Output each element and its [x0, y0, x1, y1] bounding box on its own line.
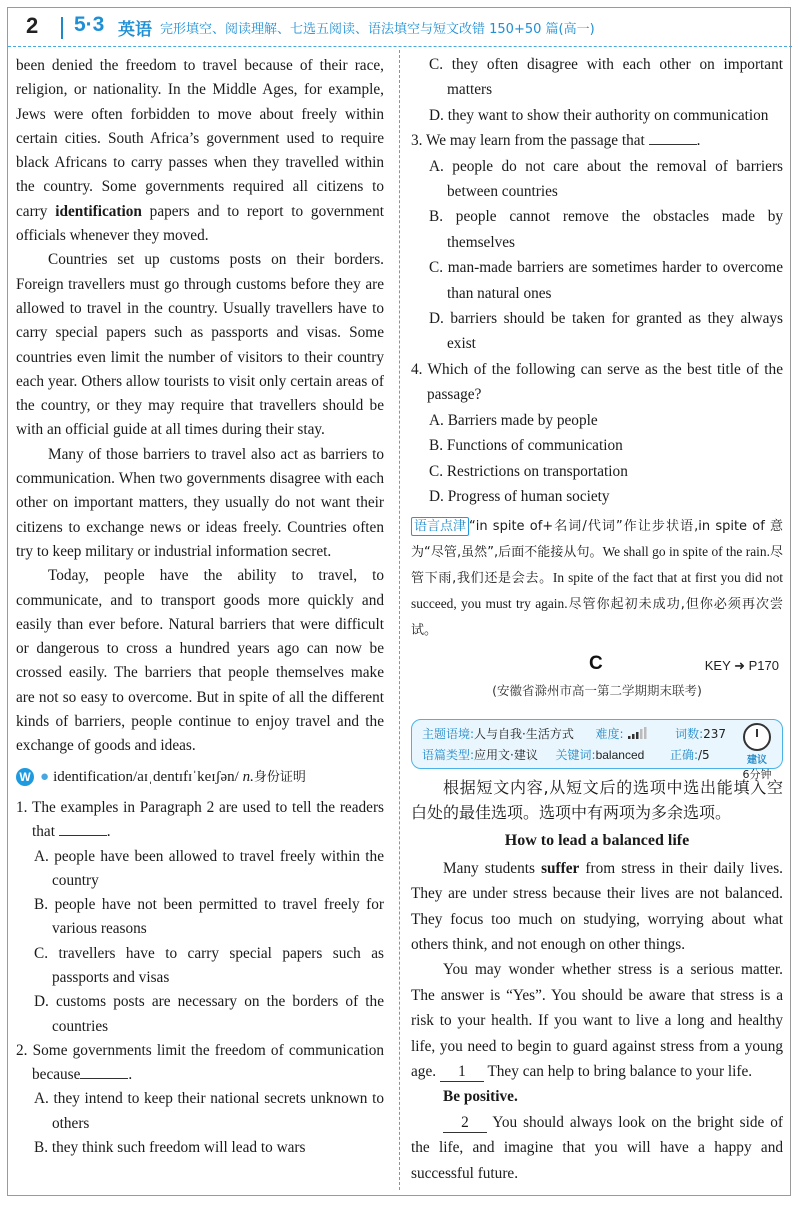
option[interactable]: A. people have been allowed to travel freely within the country	[34, 847, 384, 889]
option[interactable]: A. they intend to keep their national secrets unknown to others	[34, 1090, 384, 1132]
option[interactable]: B. people have not been permitted to travel freely for various reasons	[34, 896, 384, 938]
passage-paragraph: Today, people have the ability to travel, to communicate, and to transport goods more quickly and easily than ever before. Natural barriers that were difficult or dangerous to cross a hundred years ago can now be crossed easily. The barriers that people themselves make are not so easy to overcome. But in spite of all the different kinds of barriers, people continue to enjoy travel and the exchange of goods and ideas.	[16, 567, 384, 755]
answer-key-link[interactable]: KEY ➜ P170	[704, 658, 779, 674]
page-header	[8, 8, 792, 46]
passage-paragraph: Many of those barriers to travel also act as barriers to communication. When two governments disagree with each other on important matters, they usually do not want their citizens to exchange news or ideas freely. Countries often try to keep military or industrial information secret.	[16, 445, 384, 560]
vocab-phonetic: /aɪˌdentɪfɪˈkeɪʃən/	[133, 768, 239, 785]
answer-blank	[649, 130, 697, 145]
question-stem: 3. We may learn from the passage that .	[411, 132, 701, 150]
bold-word: identification	[55, 202, 142, 220]
source-label: (安徽省滁州市高一第二学期期末联考)	[492, 683, 702, 699]
question-1	[16, 796, 384, 1039]
option[interactable]: D. they want to show their authority on communication	[429, 106, 769, 124]
clock-icon	[743, 723, 771, 751]
bold-word: suffer	[541, 859, 580, 877]
passage-paragraph: been denied the freedom to travel because of their race, religion, or nationality. In the Middle Ages, for example, Jews were often forbidden to move about freely within certain cities. South Africa’s government used to require black Africans to carry passes when they travelled within the country. Some governments required all citizens to carry identification papers and to report to government officials whenever they moved.	[16, 57, 384, 245]
vocab-word: identification	[53, 768, 134, 785]
section-header	[411, 651, 783, 711]
option[interactable]: D. Progress of human society	[429, 487, 610, 505]
vocab-meaning: 身份证明	[253, 769, 306, 785]
theme-value: 人与自我·生活方式	[474, 727, 574, 742]
brand-subject: 英语	[118, 20, 152, 40]
passage-paragraph: Countries set up customs posts on their borders. Foreign travellers must go through customs before they are allowed to travel in the country. Usually travellers have to carry special papers such as passports and visas. Some countries even limit the number of visitors to their country each year. Others allow tourists to visit only certain areas of the country, or they may require that travellers should be with an official guide at all times during their stay.	[16, 251, 384, 439]
passage-title: How to lead a balanced life	[504, 832, 690, 850]
correct-count: /5	[698, 748, 710, 763]
question-3	[411, 128, 783, 357]
timer: 建议 6分钟	[738, 723, 776, 782]
passage-paragraph: Many students suffer from stress in their daily lives. They are under stress because their lives are not balanced. They focus too much on studying, worrying about what others think, and not enough on other things.	[411, 859, 783, 953]
answer-blank	[80, 1064, 128, 1079]
question-stem: 1. The examples in Paragraph 2 are used to tell the readers that .	[16, 798, 384, 841]
passage-paragraph: 2 You should always look on the bright side of the life, and imagine that you will have a happy and successful future.	[411, 1113, 783, 1182]
left-column	[16, 54, 384, 1160]
option[interactable]: A. Barriers made by people	[429, 411, 598, 429]
question-4	[411, 357, 783, 509]
vocab-badge-icon: W	[16, 768, 34, 786]
vocab-note	[16, 765, 384, 790]
option[interactable]: C. they often disagree with each other on important matters	[429, 56, 783, 99]
header-rule	[8, 46, 792, 47]
section-letter: C	[589, 653, 603, 675]
option[interactable]: D. barriers should be taken for granted as they always exist	[429, 310, 783, 353]
header-divider	[61, 17, 63, 39]
answer-blank-1[interactable]: 1	[440, 1063, 484, 1082]
option[interactable]: B. people cannot remove the obstacles made by themselves	[429, 208, 783, 251]
option[interactable]: B. Functions of communication	[429, 437, 623, 455]
question-stem: 2. Some governments limit the freedom of communication because .	[16, 1041, 384, 1084]
keyword-value: balanced	[595, 748, 645, 763]
section-heading: Be positive.	[443, 1088, 518, 1106]
column-divider	[399, 50, 400, 1190]
answer-blank	[59, 821, 107, 836]
option[interactable]: C. Restrictions on transportation	[429, 462, 628, 480]
option[interactable]: C. man-made barriers are sometimes harder to overcome than natural ones	[429, 259, 783, 302]
genre-value: 应用文·建议	[474, 748, 538, 763]
brand-logo: 5·3	[74, 13, 105, 36]
right-column	[411, 52, 783, 1186]
option[interactable]: C. travellers have to carry special papers such as passports and visas	[34, 944, 384, 986]
option[interactable]: D. customs posts are necessary on the borders of the countries	[34, 993, 384, 1035]
passage-paragraph: You may wonder whether stress is a serious matter. The answer is “Yes”. You should be aware that stress is a risk to your health. If you want to live a long and healthy life, you need to begin to guard against stress from a young age. 1 They can help to bring balance to your life.	[411, 961, 783, 1080]
bullet-icon: ●	[40, 768, 50, 785]
question-2	[16, 1039, 384, 1160]
word-count: 237	[703, 727, 727, 742]
suggested-time: 6分钟	[742, 768, 772, 782]
instruction: 根据短文内容,从短文后的选项中选出能填入空白处的最佳选项。选项中有两项为多余选项。	[411, 778, 783, 823]
book-subtitle: 完形填空、阅读理解、七选五阅读、语法填空与短文改错 150+50 篇(高一)	[160, 22, 595, 37]
option[interactable]: B. they think such freedom will lead to wars	[34, 1139, 306, 1157]
answer-blank-2[interactable]: 2	[443, 1114, 487, 1133]
option[interactable]: A. people do not care about the removal of barriers between countries	[429, 157, 783, 201]
page-number: 2	[26, 13, 39, 38]
language-note: 语言点津 “in spite of+名词/代词”作让步状语,in spite of 意为“尽管,虽然”,后面不能接从句。We shall go in spite of the rain.尽管下雨,我们还是会去。In spite of the fact that at first you did not succeed, you must try again.尽管你起初未成功,但你必须再次尝试。	[411, 519, 783, 639]
note-tag: 语言点津	[411, 517, 469, 536]
info-box: 主题语境:人与自我·生活方式 难度: 词数:237 语篇类型:应用文·建议 关键词:balanced 正确:/5 建议 6分钟	[411, 719, 783, 769]
question-stem: 4. Which of the following can serve as the best title of the passage?	[411, 360, 783, 404]
difficulty-bars-icon	[627, 726, 649, 740]
vocab-pos: n.	[242, 768, 254, 785]
